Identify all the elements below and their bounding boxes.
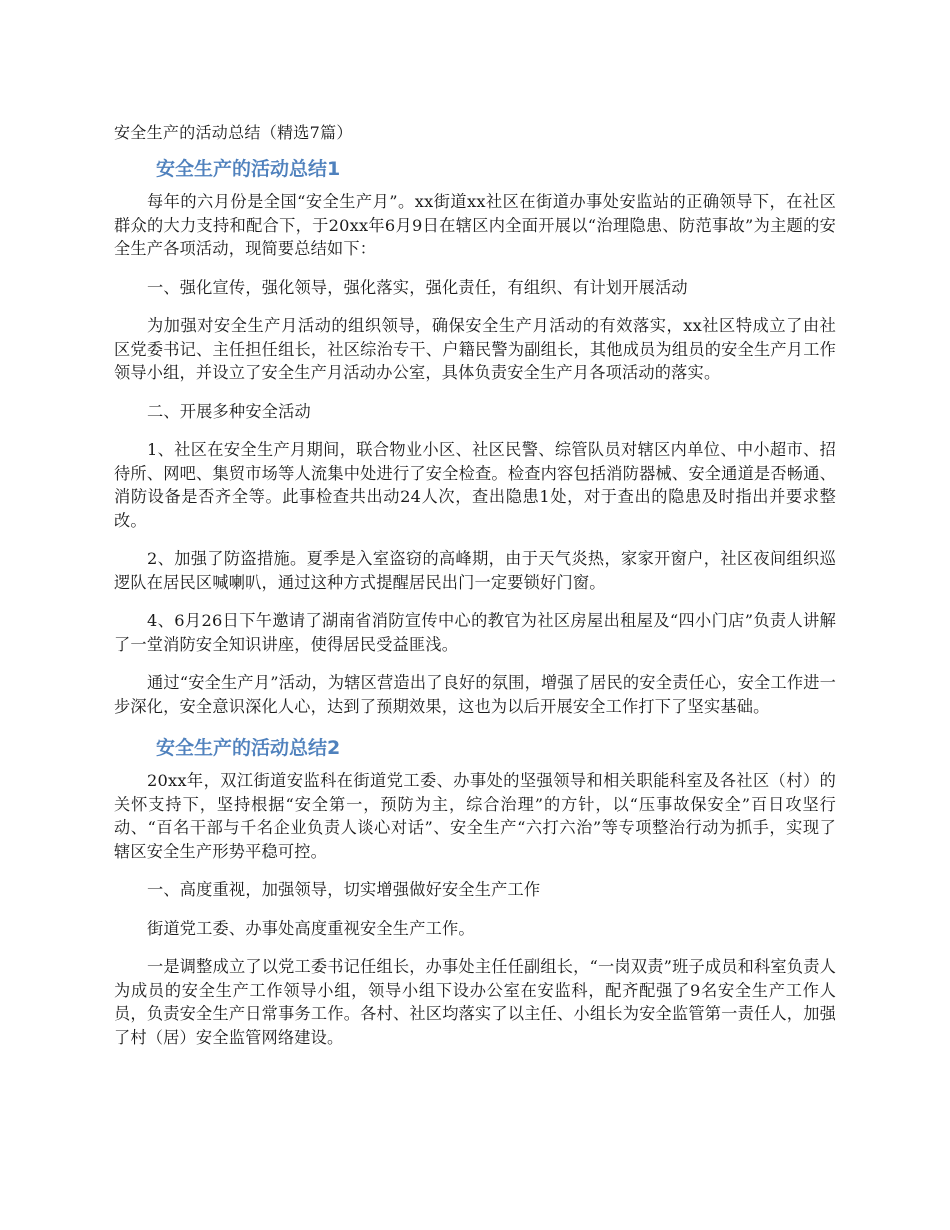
paragraph: 4、6月26日下午邀请了湖南省消防宣传中心的教官为社区房屋出租屋及“四小门店”负责人讲解了一堂消防安全知识讲座，使得居民受益匪浅。 xyxy=(114,611,836,654)
section-heading: 安全生产的活动总结2 xyxy=(156,737,341,759)
paragraph: 通过“安全生产月”活动，为辖区营造出了良好的氛围，增强了居民的安全责任心，安全工作进一步深化，安全意识深化人心，达到了预期效果，这也为以后开展安全工作打下了坚实基础。 xyxy=(114,673,836,716)
paragraph: 一、强化宣传，强化领导，强化落实，强化责任，有组织、有计划开展活动 xyxy=(147,277,688,297)
paragraph: 街道党工委、办事处高度重视安全生产工作。 xyxy=(147,918,475,938)
paragraph: 一是调整成立了以党工委书记任组长，办事处主任任副组长，“一岗双责”班子成员和科室负责人为成员的安全生产工作领导小组，领导小组下设办公室在安监科，配齐配强了9名安全生产工作人员，负责安全生产日常事务工作。各村、社区均落实了以主任、小组长为安全监管第一责任人，加强了村（居）安全监管网络建设。 xyxy=(114,957,836,1047)
document-title: 安全生产的活动总结（精选7篇） xyxy=(114,123,353,142)
paragraph: 20xx年，双江街道安监科在街道党工委、办事处的坚强领导和相关职能科室及各社区（村）的关怀支持下，坚持根据“安全第一，预防为主，综合治理”的方针，以“压事故保安全”百日攻坚行动、“百名干部与千名企业负责人谈心对话”、安全生产“六打六治”等专项整治行动为抓手，实现了辖区安全生产形势平稳可控。 xyxy=(114,771,836,861)
paragraph: 为加强对安全生产月活动的组织领导，确保安全生产月活动的有效落实，xx社区特成立了由社区党委书记、主任担任组长，社区综治专干、户籍民警为副组长，其他成员为组员的安全生产月工作领导小组，并设立了安全生产月活动办公室，具体负责安全生产月各项活动的落实。 xyxy=(114,316,836,382)
paragraph: 一、高度重视，加强领导，切实增强做好安全生产工作 xyxy=(147,880,541,899)
document-page xyxy=(114,120,836,1064)
paragraph: 2、加强了防盗措施。夏季是入室盗窃的高峰期，由于天气炎热，家家开窗户，社区夜间组织巡逻队在居民区喊喇叭，通过这种方式提醒居民出门一定要锁好门窗。 xyxy=(114,549,836,592)
paragraph: 1、社区在安全生产月期间，联合物业小区、社区民警、综管队员对辖区内单位、中小超市、招待所、网吧、集贸市场等人流集中处进行了安全检查。检查内容包括消防器械、安全通道是否畅通、消防设备是否齐全等。此事检查共出动24人次，查出隐患1处，对于查出的隐患及时指出并要求整改。 xyxy=(114,440,836,530)
paragraph: 二、开展多种安全活动 xyxy=(147,401,311,421)
section-heading: 安全生产的活动总结1 xyxy=(156,158,341,180)
section-1 xyxy=(114,154,836,718)
paragraph: 每年的六月份是全国“安全生产月”。xx街道xx社区在街道办事处安监站的正确领导下，在社区群众的大力支持和配合下，于20xx年6月9日在辖区内全面开展以“治理隐患、防范事故”为主题的安全生产各项活动，现简要总结如下： xyxy=(114,192,836,258)
section-2 xyxy=(114,733,836,1049)
